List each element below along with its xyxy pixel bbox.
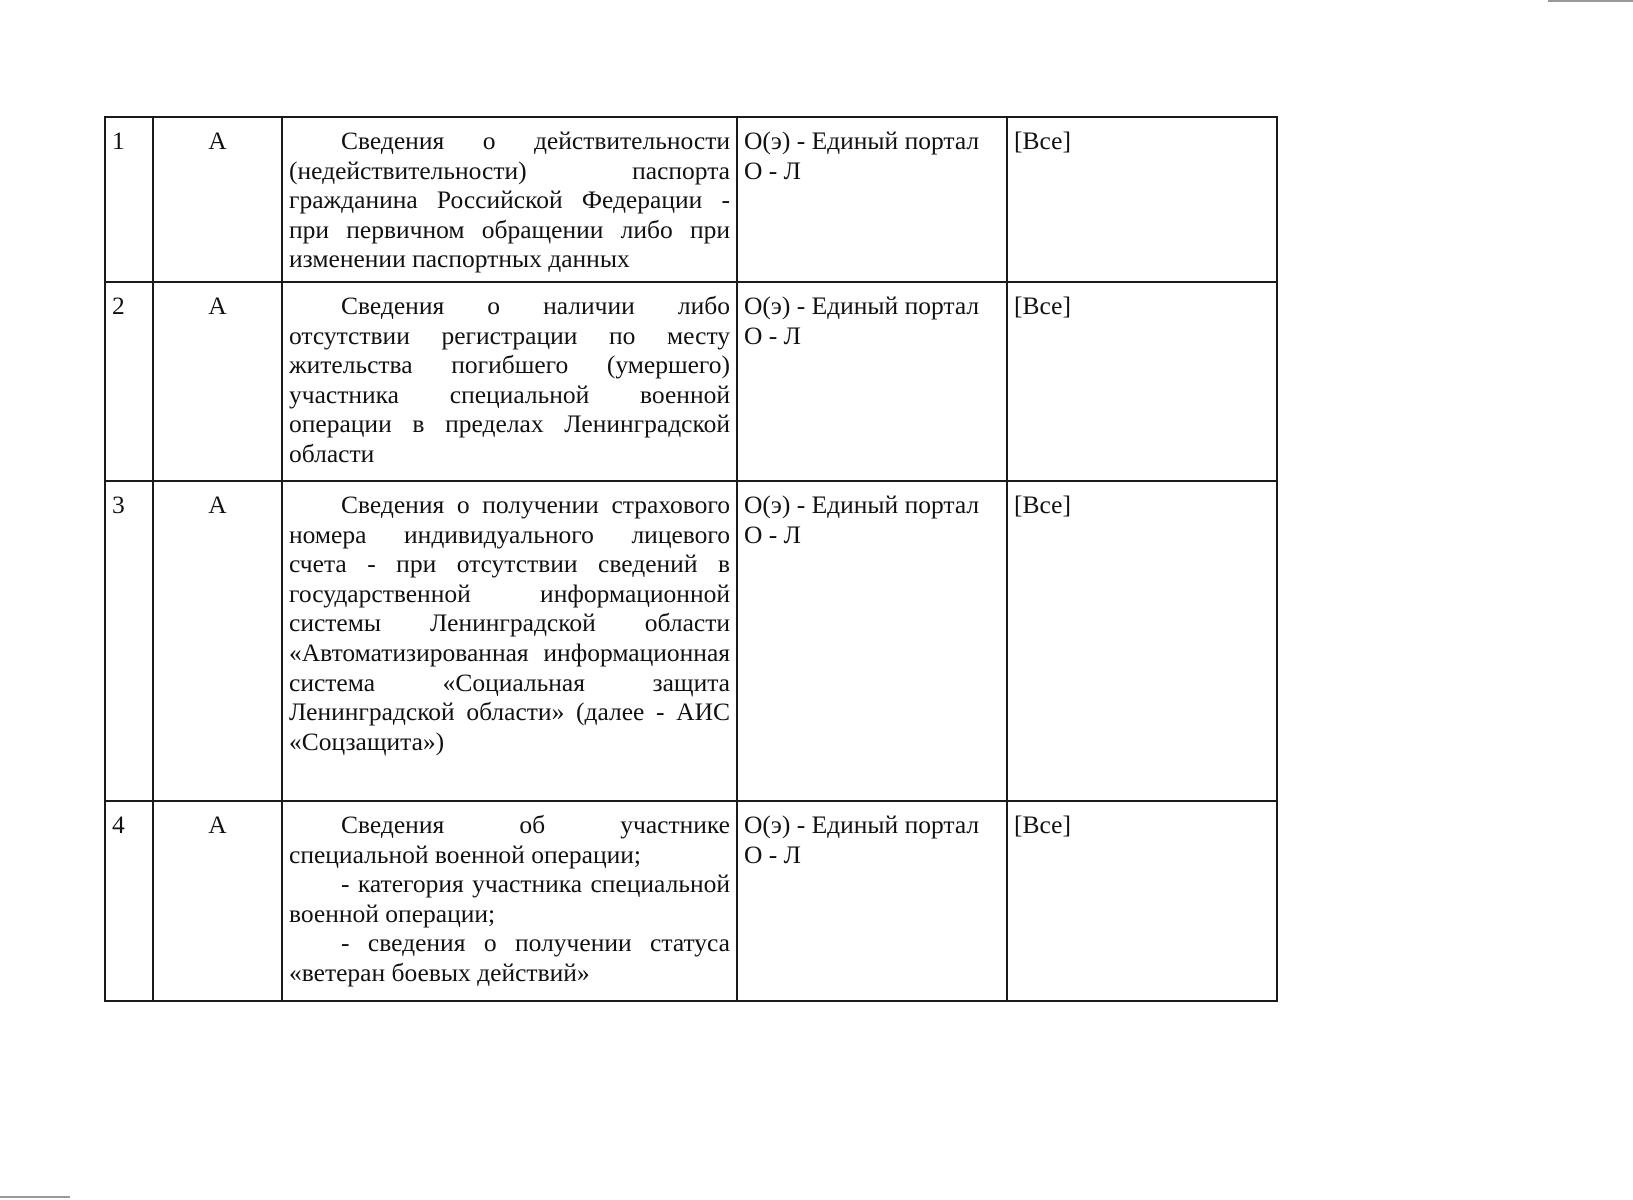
description-paragraph: Сведения о действительности (недействительности) паспорта гражданина Российской Федерации - при первичном обращении либо при изменении паспортных данных [289,126,730,274]
row-number: 1 [105,117,153,282]
table-row [105,801,1277,1001]
description-paragraph: - сведения о получении статуса «ветеран боевых действий» [289,928,730,987]
row-number: 3 [105,481,153,801]
source-line: О - Л [744,320,801,350]
source-line: О - Л [744,155,801,185]
description-paragraph: Сведения о наличии либо отсутствии регистрации по месту жительства погибшего (умершего) участника специальной военной операции в пределах Ленинградской области [289,291,730,468]
row-source [737,117,1007,282]
source-line: О(э) - Единый портал [744,810,980,839]
row-description [282,481,737,801]
table-row [105,282,1277,481]
source-line: О(э) - Единый портал [744,490,980,519]
row-description [282,282,737,481]
table-row [105,481,1277,801]
scan-edge-mark-bottom [0,1196,70,1198]
source-line: О(э) - Единый портал [744,291,980,320]
row-source [737,481,1007,801]
row-code: А [153,282,282,481]
row-code: А [153,117,282,282]
row-scope: [Все] [1007,117,1277,282]
row-scope: [Все] [1007,801,1277,1001]
source-line: О - Л [744,519,801,549]
description-paragraph: - категория участника специальной военной операции; [289,869,730,928]
row-description [282,801,737,1001]
row-scope: [Все] [1007,481,1277,801]
row-number: 2 [105,282,153,481]
row-scope: [Все] [1007,282,1277,481]
row-number: 4 [105,801,153,1001]
row-source [737,801,1007,1001]
description-paragraph: Сведения об участнике специальной военной операции; [289,810,730,869]
scan-edge-mark-top [1548,0,1633,2]
source-line: О - Л [744,839,801,869]
row-description [282,117,737,282]
table-row [105,117,1277,282]
description-paragraph: Сведения о получении страхового номера индивидуального лицевого счета - при отсутствии сведений в государственной информационной системы Ленинградской области «Автоматизированная информационная система «Социальная защита Ленинградской области» (далее - АИС «Соцзащита») [289,490,730,756]
document-table [104,116,1278,1002]
table-body [105,117,1277,1001]
row-code: А [153,481,282,801]
row-source [737,282,1007,481]
source-line: О(э) - Единый портал [744,126,980,155]
row-code: А [153,801,282,1001]
